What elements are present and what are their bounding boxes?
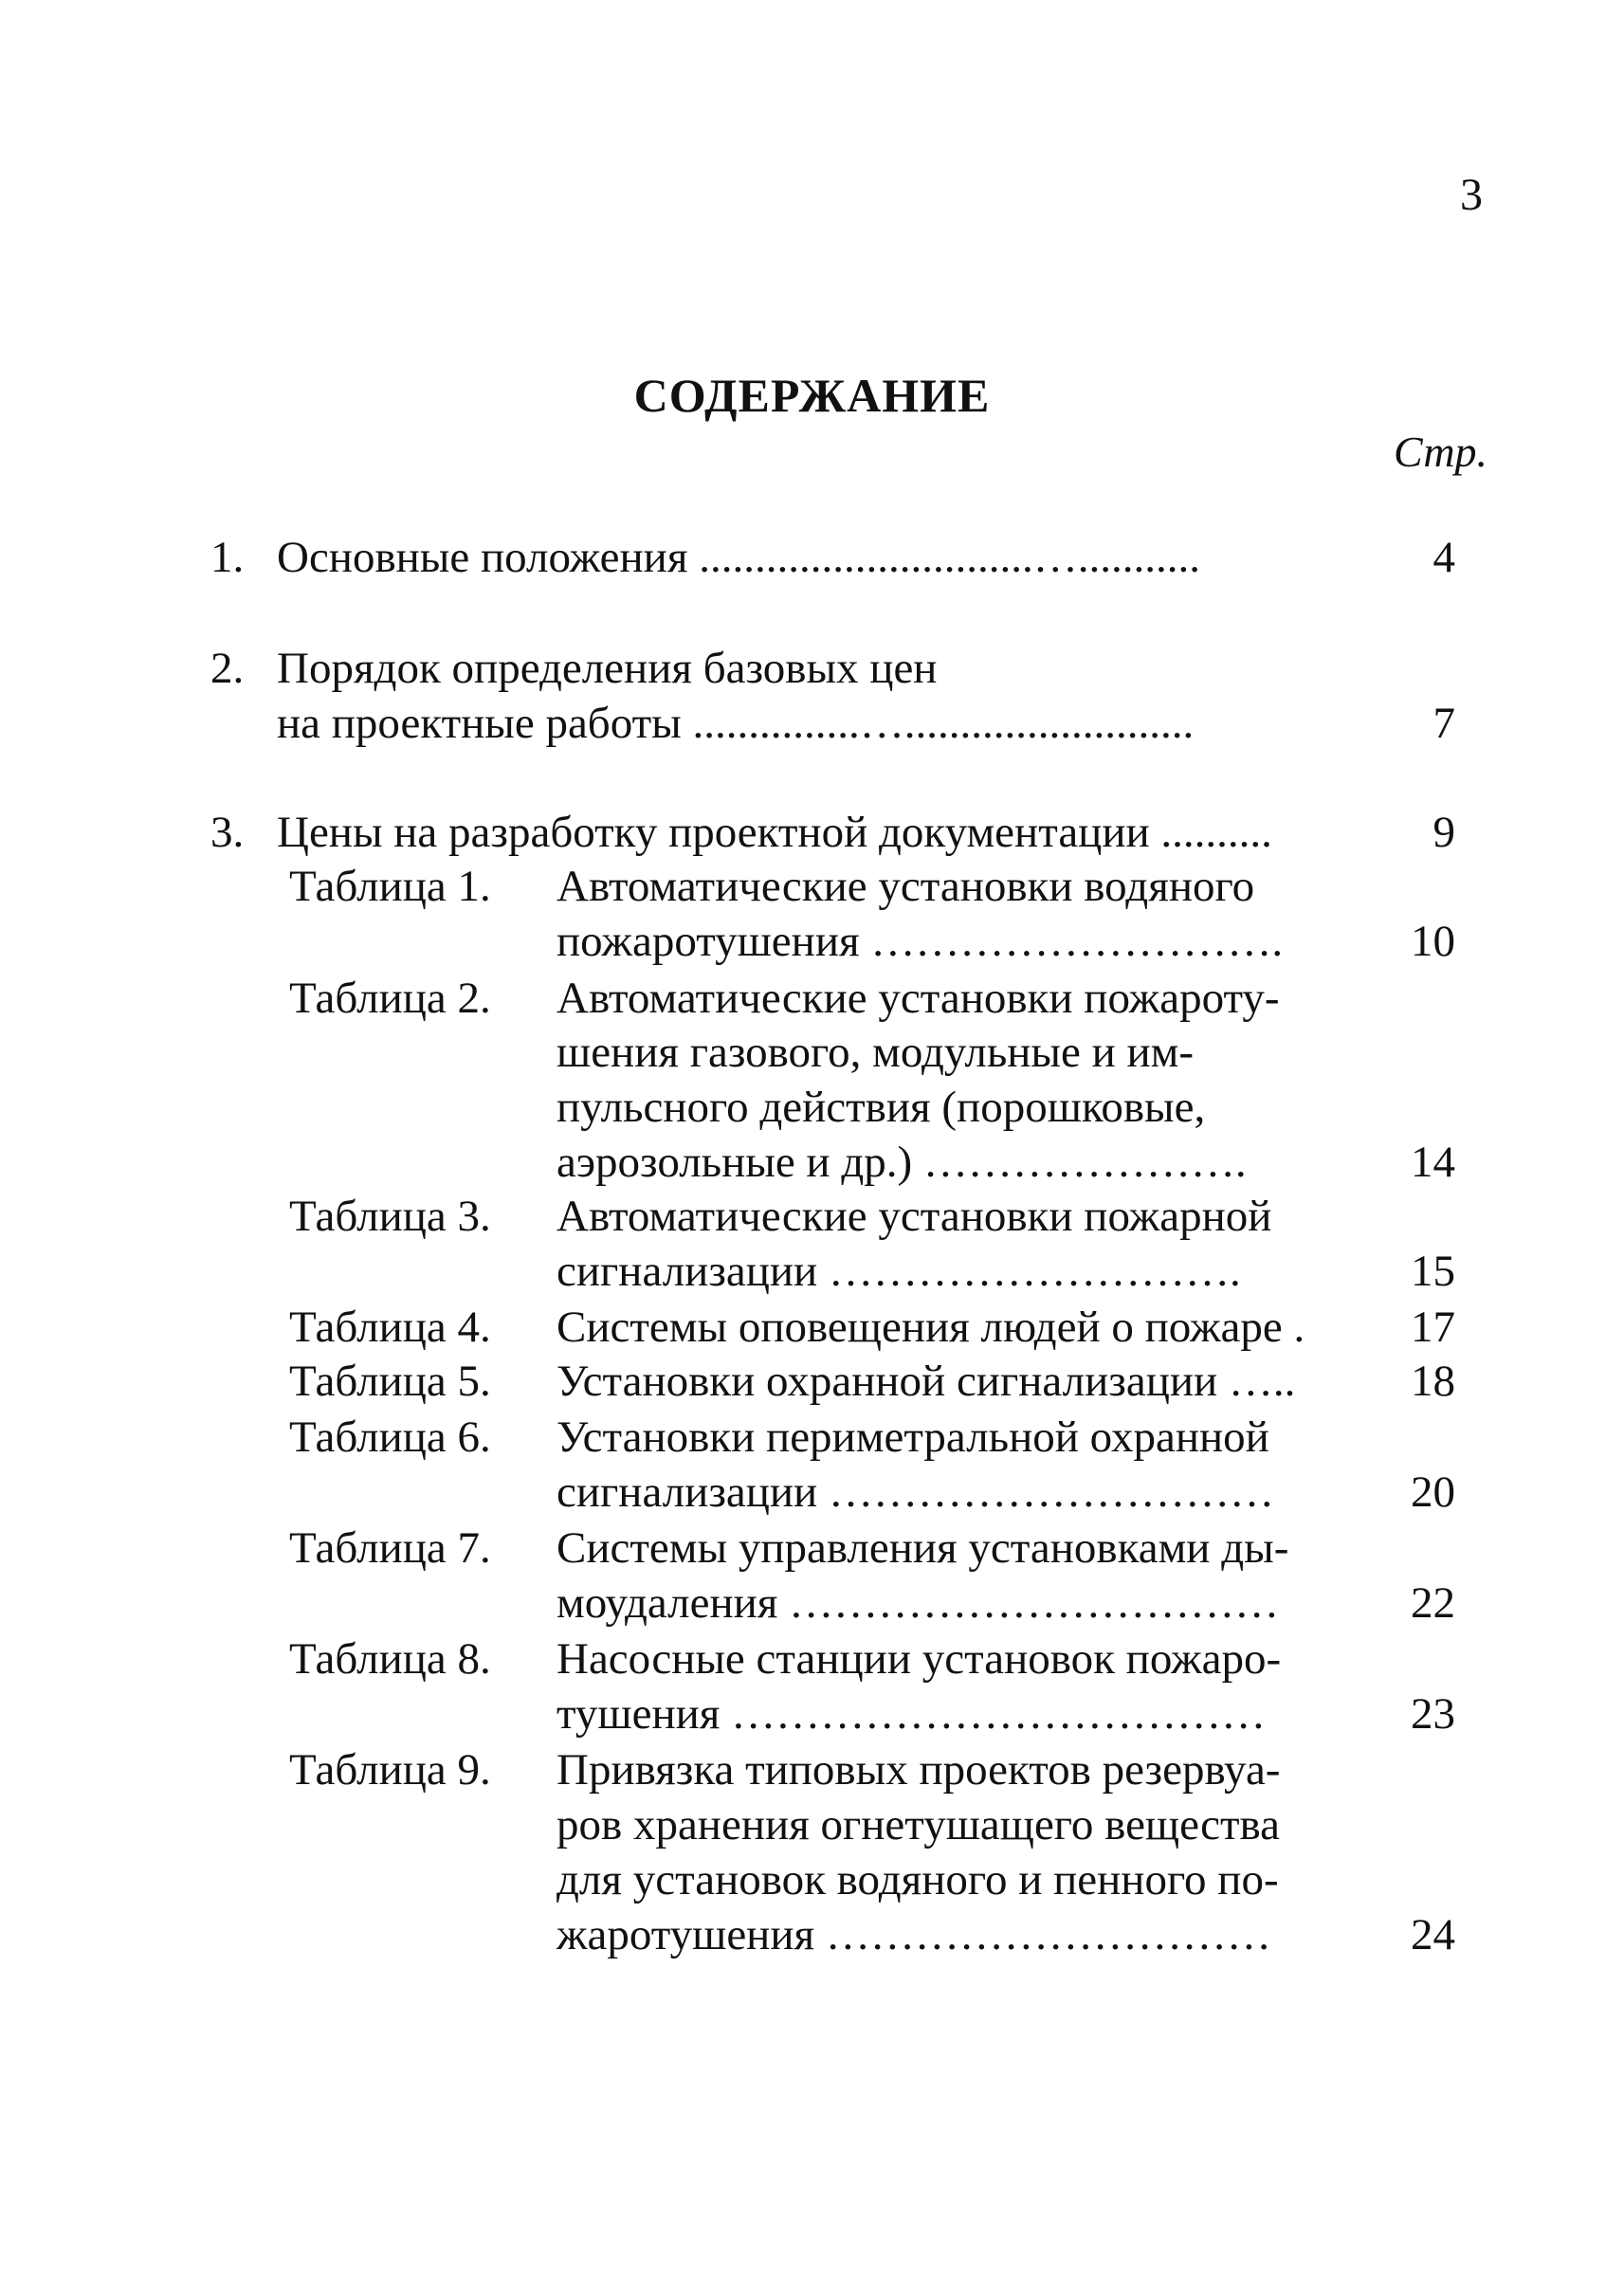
table-title-line: Автоматические установки пожарной xyxy=(557,1192,1272,1241)
table-page: 24 xyxy=(1411,1910,1455,1959)
table-label: Таблица 3. xyxy=(289,1192,491,1241)
section-number: 3. xyxy=(210,808,245,857)
table-label: Таблица 1. xyxy=(289,862,491,911)
section-title-line: Основные положения ..............................…........... xyxy=(277,533,1200,582)
table-page: 10 xyxy=(1411,917,1455,966)
toc-title: СОДЕРЖАНИЕ xyxy=(633,369,991,422)
section-page: 4 xyxy=(1432,533,1455,582)
table-label: Таблица 8. xyxy=(289,1634,491,1684)
table-title-line: тушения ……………………………… xyxy=(557,1689,1267,1739)
table-title-line: Автоматические установки водяного xyxy=(557,862,1255,911)
table-title-line: жаротушения ………………………… xyxy=(557,1910,1271,1959)
table-title-line: сигнализации ………………………. xyxy=(557,1247,1241,1296)
section-title-line: на проектные работы ...............….......................... xyxy=(277,699,1195,748)
table-title-line: для установок водяного и пенного по- xyxy=(557,1855,1279,1904)
table-title-line: Установки периметральной охранной xyxy=(557,1412,1269,1462)
table-page: 18 xyxy=(1411,1357,1455,1406)
table-page: 14 xyxy=(1411,1138,1455,1187)
table-page: 17 xyxy=(1411,1303,1455,1352)
table-title-line: ров хранения огнетушащего вещества xyxy=(557,1800,1280,1850)
table-title-line: Системы оповещения людей о пожаре . xyxy=(557,1303,1305,1352)
table-page: 20 xyxy=(1411,1467,1455,1517)
table-label: Таблица 7. xyxy=(289,1523,491,1573)
table-title-line: моудаления …………………………… xyxy=(557,1578,1280,1628)
section-page: 7 xyxy=(1432,699,1455,748)
table-title-line: пульсного действия (порошковые, xyxy=(557,1083,1206,1132)
table-title-line: Насосные станции установок пожаро- xyxy=(557,1634,1282,1684)
table-title-line: Установки охранной сигнализации ….. xyxy=(557,1357,1296,1406)
page-column-label: Стр. xyxy=(1394,428,1488,476)
table-page: 23 xyxy=(1411,1689,1455,1739)
table-title-line: сигнализации ………………………… xyxy=(557,1467,1274,1517)
table-title-line: Привязка типовых проектов резервуа- xyxy=(557,1745,1281,1795)
section-number: 1. xyxy=(210,533,245,582)
section-page: 9 xyxy=(1432,808,1455,857)
table-title-line: аэрозольные и др.) …………………. xyxy=(557,1138,1247,1187)
section-number: 2. xyxy=(210,644,245,693)
table-label: Таблица 6. xyxy=(289,1412,491,1462)
table-label: Таблица 2. xyxy=(289,974,491,1023)
table-title-line: Системы управления установками ды- xyxy=(557,1523,1289,1573)
table-label: Таблица 4. xyxy=(289,1303,491,1352)
section-title-line: Цены на разработку проектной документации .......... xyxy=(277,808,1272,857)
section-title-line: Порядок определения базовых цен xyxy=(277,644,938,693)
table-label: Таблица 9. xyxy=(289,1745,491,1795)
table-page: 15 xyxy=(1411,1247,1455,1296)
table-title-line: шения газового, модульные и им- xyxy=(557,1028,1195,1077)
table-page: 22 xyxy=(1411,1578,1455,1628)
table-label: Таблица 5. xyxy=(289,1357,491,1406)
table-title-line: Автоматические установки пожароту- xyxy=(557,974,1280,1023)
table-title-line: пожаротушения ………………………. xyxy=(557,917,1284,966)
page-number: 3 xyxy=(1460,170,1483,220)
